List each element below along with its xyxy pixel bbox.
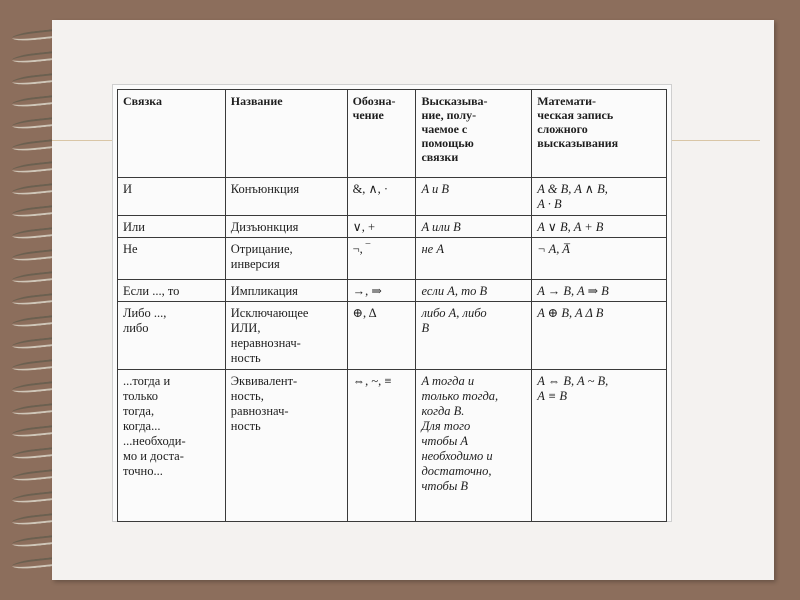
cell-text-line: →, ⇒	[352, 284, 382, 298]
cell-text-line: A ≡ B	[537, 389, 567, 403]
table-row-exclusive-or	[118, 302, 667, 370]
cell-connective	[118, 178, 226, 216]
cell-math	[532, 178, 667, 216]
cell-text-line: A ⊕ B, A Δ B	[537, 306, 604, 320]
cell-text-line: ⊕, Δ	[352, 306, 377, 320]
cell-math	[532, 216, 667, 238]
cell-text-line: Высказыва-	[421, 94, 488, 108]
cell-text-line: инверсия	[230, 257, 280, 271]
cell-text-line: мо и доста-	[123, 449, 184, 463]
cell-text-line: необходимо и	[421, 449, 493, 463]
cell-notation	[347, 280, 416, 302]
cell-text-line: И	[123, 182, 133, 196]
cell-text-line: неравнознач-	[230, 336, 301, 350]
cell-connective	[118, 302, 226, 370]
cell-connective	[118, 238, 226, 280]
cell-text-line: A ∨ B, A + B	[537, 220, 604, 234]
cell-text-line: если A, то B	[421, 284, 488, 298]
cell-notation	[347, 238, 416, 280]
cell-text-line: ность	[230, 419, 261, 433]
cell-text-line: Отрицание,	[230, 242, 293, 256]
cell-text-line: Эквивалент-	[230, 374, 298, 388]
cell-name	[225, 302, 347, 370]
cell-text-line: ...тогда и	[123, 374, 171, 388]
cell-math	[532, 280, 667, 302]
cell-text-line: A · B	[537, 197, 562, 211]
cell-name	[225, 178, 347, 216]
header-notation	[347, 90, 416, 178]
cell-name	[225, 280, 347, 302]
cell-text-line: высказывания	[537, 136, 619, 150]
logic-connectives-table-scan	[112, 84, 672, 522]
cell-text-line: Обозна-	[352, 94, 396, 108]
cell-text-line: A и B	[421, 182, 449, 196]
cell-notation	[347, 216, 416, 238]
cell-text-line: ¬ A, A̅	[537, 242, 570, 256]
cell-text-line: чение	[352, 108, 384, 122]
header-name	[225, 90, 347, 178]
cell-text-line: когда...	[123, 419, 161, 433]
table-header-row	[118, 90, 667, 178]
cell-text-line: тогда,	[123, 404, 155, 418]
cell-text-line: Импликация	[230, 284, 298, 298]
cell-notation	[347, 178, 416, 216]
cell-text-line: Математи-	[537, 94, 597, 108]
cell-text-line: чаемое с	[421, 122, 468, 136]
cell-statement	[416, 280, 532, 302]
cell-text-line: не A	[421, 242, 444, 256]
cell-text-line: ...необходи-	[123, 434, 186, 448]
cell-text-line: помощью	[421, 136, 474, 150]
cell-math	[532, 238, 667, 280]
cell-text-line: сложного	[537, 122, 588, 136]
cell-text-line: Не	[123, 242, 138, 256]
cell-text-line: B	[421, 321, 430, 335]
cell-text-line: ⇔, ~, ≡	[352, 374, 392, 388]
cell-name	[225, 238, 347, 280]
cell-text-line: Для того	[421, 419, 471, 433]
cell-text-line: чтобы B	[421, 479, 469, 493]
cell-text-line: Исключающее	[230, 306, 309, 320]
cell-statement	[416, 238, 532, 280]
table-row-equivalence	[118, 370, 667, 522]
cell-text-line: ческая запись	[537, 108, 614, 122]
cell-text-line: A & B, A ∧ B,	[537, 182, 608, 196]
cell-text-line: Связка	[123, 94, 163, 108]
table-row-disjunction	[118, 216, 667, 238]
logic-connectives-table	[117, 89, 667, 522]
cell-text-line: ность,	[230, 389, 264, 403]
table-row-negation	[118, 238, 667, 280]
cell-text-line: только тогда,	[421, 389, 499, 403]
cell-text-line: ∨, +	[352, 220, 376, 234]
cell-notation	[347, 302, 416, 370]
cell-name	[225, 216, 347, 238]
page-rule-line-right	[670, 140, 760, 141]
cell-text-line: только	[123, 389, 159, 403]
cell-text-line: Или	[123, 220, 145, 234]
cell-text-line: Конъюнкция	[230, 182, 300, 196]
cell-statement	[416, 216, 532, 238]
cell-connective	[118, 280, 226, 302]
cell-text-line: Если ..., то	[123, 284, 180, 298]
cell-statement	[416, 302, 532, 370]
cell-text-line: либо A, либо	[421, 306, 487, 320]
cell-math	[532, 302, 667, 370]
cell-text-line: чтобы A	[421, 434, 469, 448]
cell-text-line: ИЛИ,	[230, 321, 261, 335]
cell-text-line: A или B	[421, 220, 461, 234]
cell-text-line: Дизъюнкция	[230, 220, 299, 234]
table-row-implication	[118, 280, 667, 302]
cell-statement	[416, 370, 532, 522]
cell-text-line: достаточно,	[421, 464, 492, 478]
cell-text-line: A → B, A ⇒ B	[537, 284, 609, 298]
cell-text-line: Название	[230, 94, 283, 108]
cell-name	[225, 370, 347, 522]
cell-text-line: ние, полу-	[421, 108, 477, 122]
cell-text-line: равнознач-	[230, 404, 289, 418]
cell-text-line: ¬, ‾	[352, 242, 371, 256]
cell-notation	[347, 370, 416, 522]
cell-connective	[118, 370, 226, 522]
header-math-notation	[532, 90, 667, 178]
cell-math	[532, 370, 667, 522]
cell-statement	[416, 178, 532, 216]
cell-text-line: когда B.	[421, 404, 465, 418]
cell-text-line: либо	[123, 321, 149, 335]
header-connective	[118, 90, 226, 178]
cell-text-line: Либо ...,	[123, 306, 167, 320]
header-statement	[416, 90, 532, 178]
cell-connective	[118, 216, 226, 238]
page-rule-line-left	[52, 140, 114, 141]
table-row-conjunction	[118, 178, 667, 216]
cell-text-line: &, ∧, ·	[352, 182, 389, 196]
cell-text-line: A тогда и	[421, 374, 475, 388]
cell-text-line: связки	[421, 150, 459, 164]
cell-text-line: точно...	[123, 464, 163, 478]
cell-text-line: A ⇔ B, A ~ B,	[537, 374, 609, 388]
cell-text-line: ность	[230, 351, 261, 365]
